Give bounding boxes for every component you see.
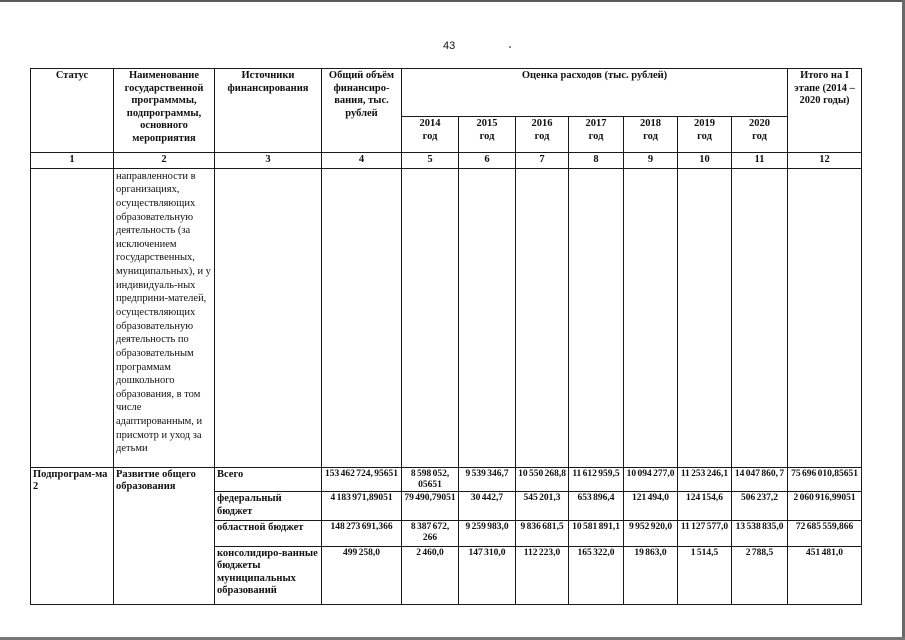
column-number: 7 — [516, 153, 569, 169]
value-2019: 124 154,6 — [678, 492, 732, 520]
value-stage-total: 75 696 010,85651 — [788, 467, 862, 492]
header-year-2017 — [569, 117, 624, 153]
value-2015: 147 310,0 — [459, 546, 516, 604]
source-regional: областной бюджет — [215, 520, 322, 546]
value-2018: 9 952 920,0 — [624, 520, 678, 546]
value-total: 148 273 691,366 — [322, 520, 402, 546]
header-year-2016 — [516, 117, 569, 153]
empty-cell — [732, 168, 788, 467]
value-2014: 2 460,0 — [402, 546, 459, 604]
value-2015: 9 539 346,7 — [459, 467, 516, 492]
value-2014: 79 490,79051 — [402, 492, 459, 520]
value-2018: 19 863,0 — [624, 546, 678, 604]
header-year-2018 — [624, 117, 678, 153]
scan-edge-top — [0, 0, 905, 2]
subprogram-name: Развитие общего образования — [114, 467, 215, 604]
year-label: 2018 — [640, 118, 661, 129]
empty-cell — [516, 168, 569, 467]
value-2014: 8 387 672, 266 — [402, 520, 459, 546]
value-2016: 112 223,0 — [516, 546, 569, 604]
value-2016: 545 201,3 — [516, 492, 569, 520]
empty-cell — [322, 168, 402, 467]
header-stage-total: Итого на I этапе (2014 – 2020 годы) — [788, 69, 862, 153]
value-2016: 10 550 268,8 — [516, 467, 569, 492]
year-unit: год — [422, 130, 438, 142]
value-2020: 13 538 835,0 — [732, 520, 788, 546]
value-stage-total: 2 060 916,99051 — [788, 492, 862, 520]
value-2018: 121 494,0 — [624, 492, 678, 520]
value-2020: 14 047 860, 7 — [732, 467, 788, 492]
header-name: Наименование государственной программмы, подпрограммы, основного мероприятия — [114, 69, 215, 153]
column-number: 11 — [732, 153, 788, 169]
year-label: 2015 — [476, 118, 498, 129]
source-municipal: консолидиро-ванные бюджеты муниципальных образований — [215, 546, 322, 604]
header-expense-estimate: Оценка расходов (тыс. рублей) — [402, 69, 788, 117]
year-label: 2020 — [749, 118, 770, 129]
year-label: 2014 — [419, 118, 441, 129]
value-stage-total: 451 481,0 — [788, 546, 862, 604]
year-unit: год — [479, 130, 495, 142]
source-federal: федеральный бюджет — [215, 492, 322, 520]
source-total: Всего — [215, 467, 322, 492]
value-2017: 10 581 891,1 — [569, 520, 624, 546]
value-2017: 11 612 959,5 — [569, 467, 624, 492]
column-number: 9 — [624, 153, 678, 169]
value-2015: 9 259 983,0 — [459, 520, 516, 546]
value-2018: 10 094 277,0 — [624, 467, 678, 492]
header-status: Статус — [31, 69, 114, 153]
page-number: 43 — [443, 40, 456, 52]
header-year-2014 — [402, 117, 459, 153]
column-number: 8 — [569, 153, 624, 169]
header-year-2019 — [678, 117, 732, 153]
value-2020: 506 237,2 — [732, 492, 788, 520]
empty-cell — [788, 168, 862, 467]
value-2019: 11 127 577,0 — [678, 520, 732, 546]
column-number: 1 — [31, 153, 114, 169]
header-year-2020 — [732, 117, 788, 153]
financing-table — [30, 68, 862, 605]
year-label: 2019 — [694, 118, 715, 129]
column-number: 4 — [322, 153, 402, 169]
column-number: 12 — [788, 153, 862, 169]
value-2019: 11 253 246,1 — [678, 467, 732, 492]
year-unit: год — [697, 130, 712, 142]
year-unit: год — [534, 130, 550, 142]
continuation-description: направленности в организациях, осуществляющих образовательную деятельность (за исключением государственных, муниципальных), и у индивидуаль-ных предприни-мателей, осуществляющих образовательную деятельность по образовательным программам дошкольного образования, в том числе адаптированным, и присмотр и уход за детьми — [114, 168, 215, 467]
scan-speck — [509, 46, 511, 48]
subprogram-status: Подпрограм-ма 2 — [31, 467, 114, 604]
value-2017: 653 896,4 — [569, 492, 624, 520]
year-unit: год — [643, 130, 658, 142]
value-stage-total: 72 685 559,866 — [788, 520, 862, 546]
column-number: 3 — [215, 153, 322, 169]
value-2020: 2 788,5 — [732, 546, 788, 604]
empty-cell — [569, 168, 624, 467]
column-number: 2 — [114, 153, 215, 169]
year-unit: год — [752, 130, 767, 142]
year-label: 2016 — [531, 118, 553, 129]
column-number: 10 — [678, 153, 732, 169]
header-year-2015 — [459, 117, 516, 153]
value-total: 4 183 971,89051 — [322, 492, 402, 520]
column-number: 5 — [402, 153, 459, 169]
value-2019: 1 514,5 — [678, 546, 732, 604]
year-unit: год — [588, 130, 604, 142]
value-2017: 165 322,0 — [569, 546, 624, 604]
header-total-volume: Общий объём финансиро-вания, тыс. рублей — [322, 69, 402, 153]
empty-cell — [678, 168, 732, 467]
value-total: 499 258,0 — [322, 546, 402, 604]
header-sources: Источники финансирования — [215, 69, 322, 153]
column-number: 6 — [459, 153, 516, 169]
value-2015: 30 442,7 — [459, 492, 516, 520]
continuation-status-cell — [31, 168, 114, 467]
value-2016: 9 836 681,5 — [516, 520, 569, 546]
value-total: 153 462 724, 95651 — [322, 467, 402, 492]
empty-cell — [215, 168, 322, 467]
year-label: 2017 — [585, 118, 607, 129]
empty-cell — [459, 168, 516, 467]
empty-cell — [402, 168, 459, 467]
empty-cell — [624, 168, 678, 467]
value-2014: 8 598 052, 05651 — [402, 467, 459, 492]
